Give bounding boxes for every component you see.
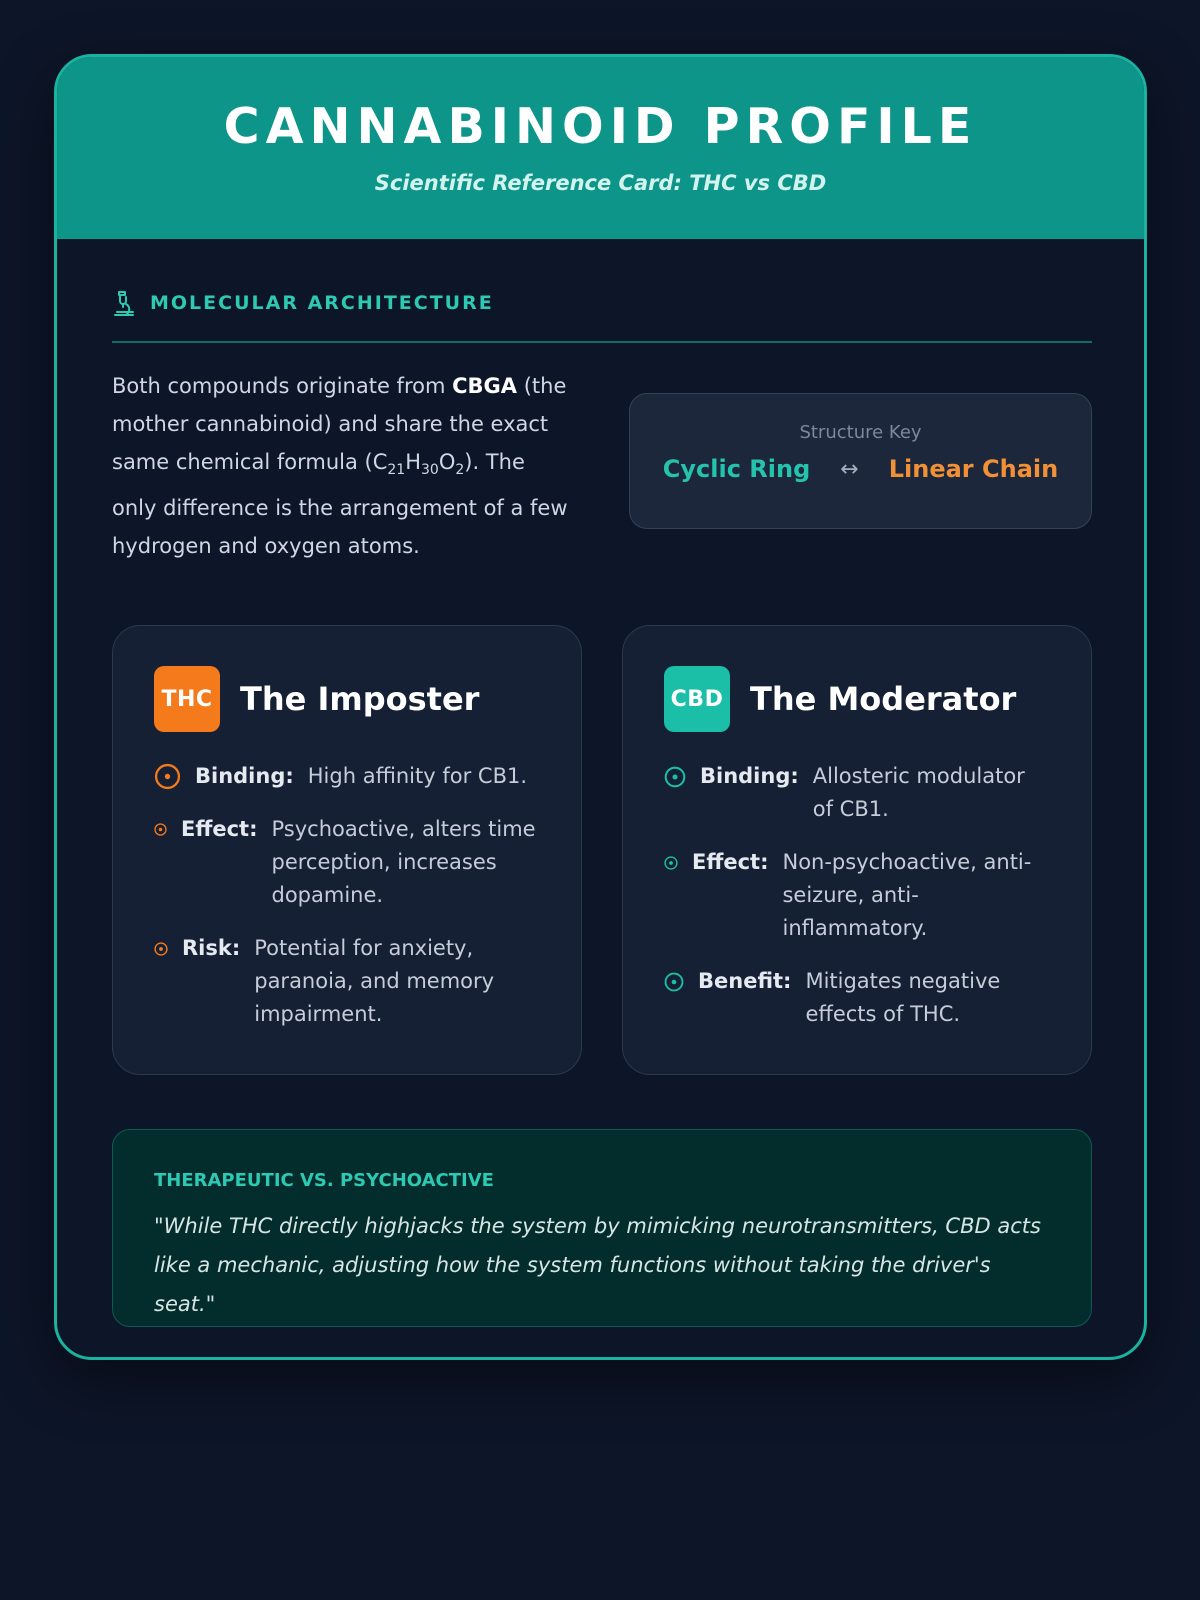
cbd-badge: CBD: [664, 666, 730, 732]
list-item: [664, 760, 1051, 826]
thc-panel-title: The Imposter: [240, 680, 480, 719]
intro-part1: Both compounds originate from: [112, 374, 453, 398]
intro-part2: (the mother cannabinoid) and share the exact same chemical formula (C: [112, 374, 567, 474]
list-item: [154, 760, 541, 793]
structure-key-label: Structure Key: [799, 422, 922, 443]
linear-chain-label: Linear Chain: [888, 455, 1059, 483]
item-value: Mitigates negative effects of THC.: [805, 969, 1001, 1027]
thc-panel: [112, 625, 582, 1075]
item-value: Non-psychoactive, anti-seizure, anti-inflammatory.: [782, 850, 1032, 941]
target-icon: [154, 932, 168, 965]
intro-row: [112, 367, 1092, 565]
target-icon: [154, 813, 167, 846]
section-header: [112, 287, 1092, 319]
list-item: [664, 965, 1051, 1031]
target-icon: [664, 760, 686, 793]
formula-sub-c: 21: [387, 462, 406, 479]
page-title: CANNABINOID PROFILE: [223, 98, 978, 155]
quote-text: "While THC directly highjacks the system by mimicking neurotransmitters, CBD acts like a mechanic, adjusting how the system functions without taking the driver's seat.": [154, 1214, 1041, 1317]
structure-key-row: [630, 455, 1091, 483]
item-label: Benefit:: [698, 969, 792, 994]
list-item: [664, 846, 1051, 945]
thc-badge: THC: [154, 666, 220, 732]
item-label: Effect:: [692, 850, 769, 875]
cbd-panel: [622, 625, 1092, 1075]
section-title: MOLECULAR ARCHITECTURE: [150, 292, 494, 314]
item-value: Potential for anxiety, paranoia, and memory impairment.: [254, 936, 495, 1027]
list-item: [154, 813, 541, 912]
cbd-panel-header: [664, 666, 1051, 732]
card-header: [57, 57, 1144, 239]
item-label: Risk:: [182, 936, 241, 961]
item-label: Effect:: [181, 817, 258, 842]
formula-h: H: [405, 450, 421, 474]
target-icon: [664, 965, 684, 998]
profile-card: [54, 54, 1147, 1360]
cbd-items: [664, 760, 1051, 1031]
item-value: Allosteric modulator of CB1.: [812, 764, 1025, 822]
thc-items: [154, 760, 541, 1031]
comparison-panels: [112, 625, 1092, 1075]
intro-bold: CBGA: [452, 374, 518, 398]
section-divider: [112, 341, 1092, 343]
quote-title: THERAPEUTIC VS. PSYCHOACTIVE: [154, 1170, 494, 1192]
microscope-icon: [112, 290, 136, 316]
thc-panel-header: [154, 666, 541, 732]
page-subtitle: Scientific Reference Card: THC vs CBD: [374, 171, 827, 195]
item-label: Binding:: [195, 764, 294, 789]
target-icon: [664, 846, 678, 879]
intro-part3: ). The only difference is the arrangement of a few hydrogen and oxygen atoms.: [112, 450, 568, 559]
card-body: [112, 287, 1092, 1327]
quote-box: [112, 1129, 1092, 1327]
item-value: Psychoactive, alters time perception, increases dopamine.: [271, 817, 536, 908]
formula-o: O: [438, 450, 456, 474]
cbd-panel-title: The Moderator: [750, 680, 1017, 719]
double-arrow-icon: ↔: [840, 456, 859, 482]
formula-sub-h: 30: [420, 462, 439, 479]
item-value: High affinity for CB1.: [307, 764, 528, 789]
cyclic-ring-label: Cyclic Ring: [662, 455, 811, 483]
target-icon: [154, 760, 181, 793]
intro-text: [112, 367, 572, 565]
structure-key-box: [629, 393, 1092, 529]
item-label: Binding:: [700, 764, 799, 789]
formula-sub-o: 2: [455, 462, 465, 479]
list-item: [154, 932, 541, 1031]
